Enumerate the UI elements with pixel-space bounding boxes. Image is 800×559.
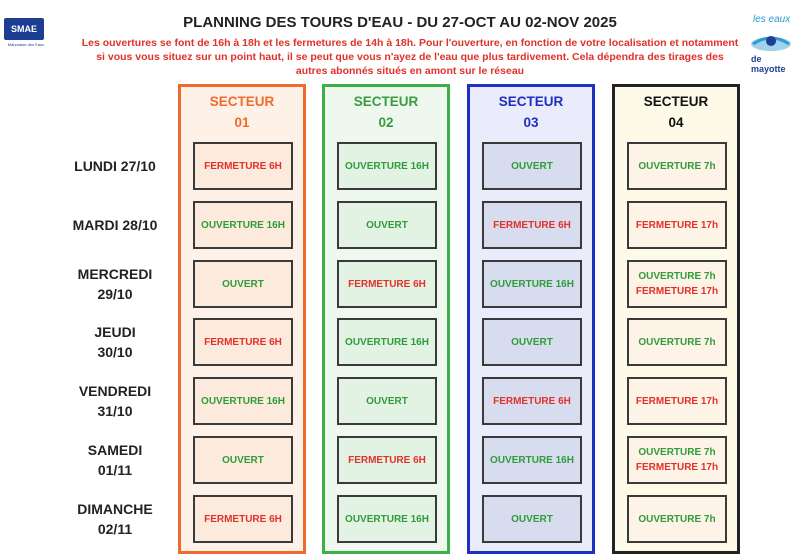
schedule-status: FERMETURE 6H (493, 219, 571, 231)
schedule-cell (627, 142, 727, 190)
schedule-status: FERMETURE 17h (635, 219, 719, 231)
smae-logo-mark: SMAE (4, 18, 44, 40)
day-label-line: VENDREDI (78, 383, 152, 399)
schedule-status-secondary: FERMETURE 17h (635, 286, 719, 297)
schedule-cell (627, 377, 727, 425)
schedule-status: FERMETURE 6H (493, 395, 571, 407)
schedule-cell (482, 201, 582, 249)
schedule-status: OUVERTURE 7h (638, 513, 716, 525)
day-label-date: 01/11 (97, 462, 133, 478)
day-label-line: DIMANCHE (77, 501, 153, 517)
schedule-cell (193, 436, 293, 484)
schedule-cell (482, 377, 582, 425)
schedule-status: OUVERTURE 16H (201, 395, 285, 407)
schedule-cell (627, 436, 727, 484)
sector-column-4 (612, 84, 740, 554)
schedule-status: OUVERT (222, 278, 264, 290)
sector-header-label: SECTEUR (209, 94, 275, 109)
sector-column-3 (467, 84, 595, 554)
schedule-cell (337, 142, 437, 190)
sector-header-number: 04 (668, 115, 684, 130)
schedule-cell (627, 495, 727, 543)
schedule-cell (482, 318, 582, 366)
schedule-status: OUVERT (366, 219, 408, 231)
schedule-status: OUVERT (511, 336, 553, 348)
sector-header-number: 01 (234, 115, 250, 130)
schedule-cell (337, 377, 437, 425)
sector-header (470, 91, 592, 133)
schedule-cell (337, 260, 437, 308)
schedule-status: OUVERT (511, 513, 553, 525)
schedule-cell (193, 377, 293, 425)
sector-column-2 (322, 84, 450, 554)
sector-header-label: SECTEUR (643, 94, 709, 109)
schedule-status: OUVERTURE 7h (638, 271, 716, 282)
schedule-notice: Les ouvertures se font de 16h à 18h et les fermetures de 14h à 18h. Pour l'ouverture, en fonction de votre localisation et notamment si vous vous situez sur un point haut, il se peut que vous n'ayez de l'eau que plus tardivement. Cela dépendra des tirages des autres abonnés situés en amont sur le réseau (81, 37, 739, 77)
day-label (56, 499, 174, 539)
schedule-status: FERMETURE 6H (204, 160, 282, 172)
day-label-line: MARDI 28/10 (72, 217, 158, 233)
sector-header (325, 91, 447, 133)
sector-header (615, 91, 737, 133)
day-label-line: SAMEDI (87, 442, 143, 458)
day-label-date: 31/10 (97, 403, 133, 419)
schedule-status: OUVERT (511, 160, 553, 172)
schedule-status: FERMETURE 6H (348, 278, 426, 290)
schedule-cell (337, 495, 437, 543)
day-label-line: MERCREDI (77, 266, 153, 282)
logo-les-eaux-text: les eaux (753, 14, 791, 25)
schedule-cell (482, 495, 582, 543)
day-label (56, 381, 174, 421)
schedule-cell (193, 260, 293, 308)
schedule-status: FERMETURE 6H (204, 336, 282, 348)
schedule-status: OUVERTURE 16H (345, 160, 429, 172)
day-label (56, 322, 174, 362)
schedule-cell (482, 436, 582, 484)
day-label (56, 440, 174, 480)
schedule-status: OUVERTURE 16H (345, 513, 429, 525)
schedule-status: OUVERTURE 16H (490, 278, 574, 290)
day-label (56, 215, 174, 235)
sector-header-label: SECTEUR (498, 94, 564, 109)
page-title: PLANNING DES TOURS D'EAU - DU 27-OCT AU 02-NOV 2025 (183, 14, 617, 31)
schedule-cell (337, 436, 437, 484)
logo-mayotte-text: de mayotte (751, 54, 786, 74)
day-label-date: 30/10 (97, 344, 133, 360)
schedule-status: FERMETURE 6H (348, 454, 426, 466)
schedule-cell (482, 142, 582, 190)
sector-header-label: SECTEUR (353, 94, 419, 109)
schedule-cell (627, 201, 727, 249)
schedule-status: OUVERT (222, 454, 264, 466)
schedule-status: OUVERTURE 7h (638, 160, 716, 172)
schedule-cell (627, 260, 727, 308)
schedule-cell (193, 318, 293, 366)
sector-header-number: 03 (523, 115, 539, 130)
schedule-cell (193, 142, 293, 190)
sector-column-1 (178, 84, 306, 554)
schedule-status: OUVERTURE 16H (201, 219, 285, 231)
schedule-status: OUVERTURE 16H (345, 336, 429, 348)
schedule-status: FERMETURE 6H (204, 513, 282, 525)
schedule-cell (337, 318, 437, 366)
schedule-status: FERMETURE 17h (635, 395, 719, 407)
schedule-cell (337, 201, 437, 249)
schedule-cell (627, 318, 727, 366)
day-label (56, 264, 174, 304)
sector-header-number: 02 (378, 115, 394, 130)
schedule-status: OUVERTURE 7h (638, 447, 716, 458)
schedule-cell (482, 260, 582, 308)
smae-logo-tagline: Mahoraise des Eaux (7, 42, 45, 47)
schedule-status: OUVERT (366, 395, 408, 407)
day-label-line: JEUDI (94, 324, 136, 340)
day-label-date: 29/10 (97, 286, 133, 302)
schedule-cell (193, 495, 293, 543)
day-label-date: 02/11 (97, 521, 133, 537)
schedule-cell (193, 201, 293, 249)
schedule-status-secondary: FERMETURE 17h (635, 462, 719, 473)
sector-header (181, 91, 303, 133)
day-label-line: LUNDI 27/10 (74, 158, 156, 174)
day-label (56, 156, 174, 176)
schedule-status: OUVERTURE 16H (490, 454, 574, 466)
schedule-status: OUVERTURE 7h (638, 336, 716, 348)
